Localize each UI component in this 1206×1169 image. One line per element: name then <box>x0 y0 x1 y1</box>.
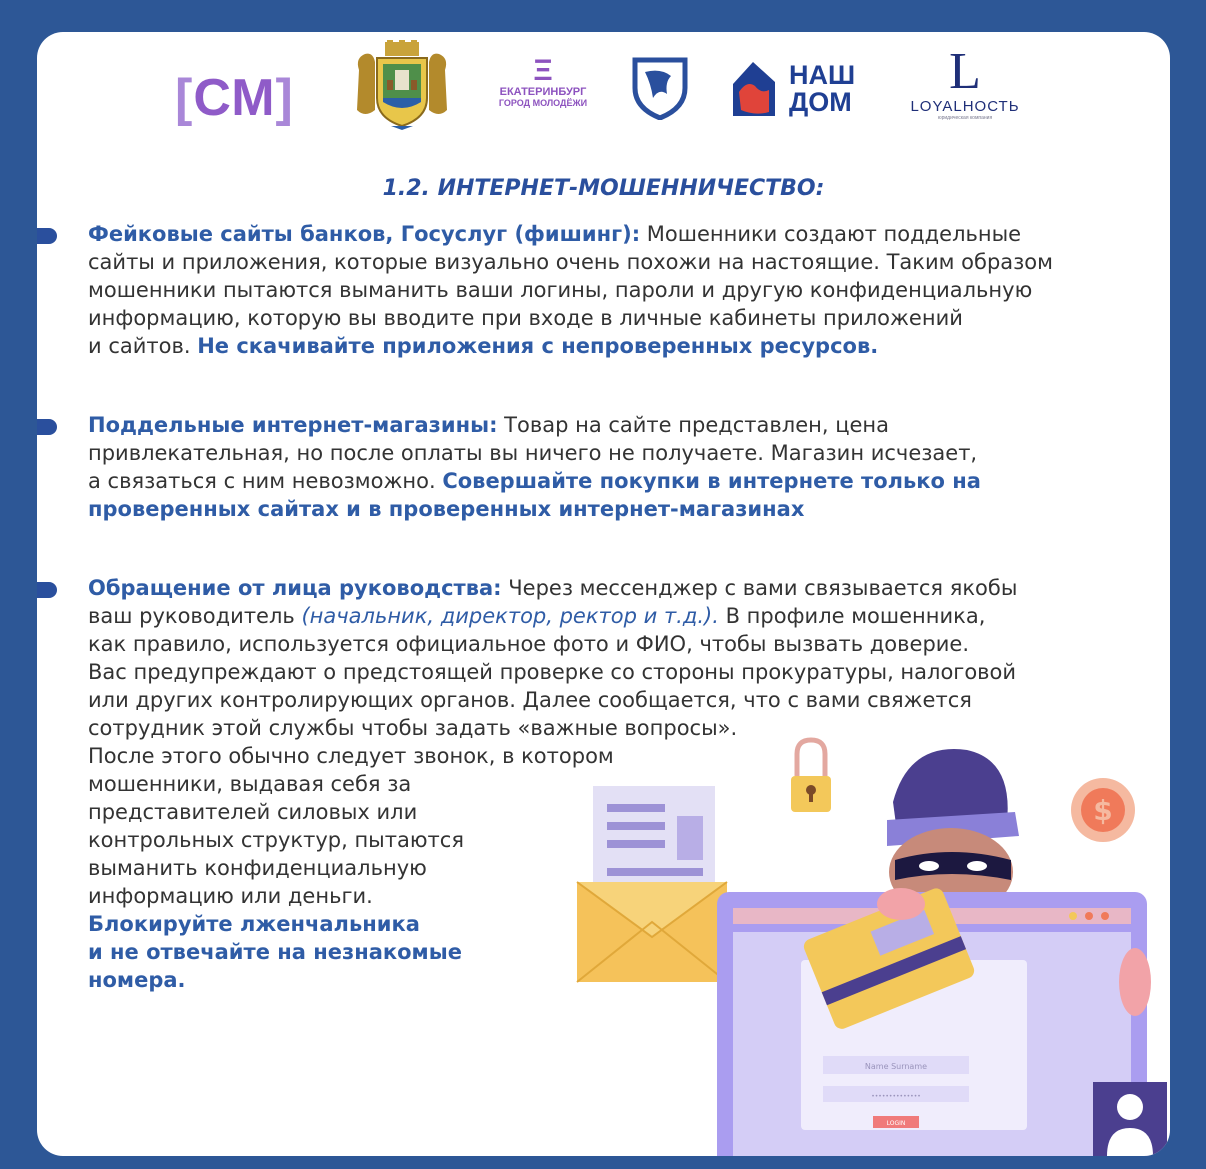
hand-right <box>1119 948 1151 1016</box>
hand-left <box>877 888 925 920</box>
bullet-marker <box>37 419 57 435</box>
svg-text:LOGIN: LOGIN <box>886 1120 906 1127</box>
dollar-coin-icon <box>1071 778 1135 842</box>
bullet-marker <box>37 228 57 244</box>
boss-advice: Блокируйте лженчальника <box>88 912 420 936</box>
house-map-icon <box>729 58 779 118</box>
shield-bird-logo-icon <box>631 54 689 124</box>
padlock-icon <box>791 740 831 812</box>
fraud-illustration <box>537 732 1170 1156</box>
boss-title: Обращение от лица руководства: <box>88 576 502 600</box>
ekaterinburg-youth-logo: Ξ ЕКАТЕРИНБУРГ ГОРОД МОЛОДЁЖИ <box>498 54 588 108</box>
nash-dom-logo: НАШ ДОМ <box>729 58 779 122</box>
boss-impersonation-paragraph: Обращение от лица руководства: Через мессенджер с вами связывается якобы ваш руководитель (начальник, директор, ректор и т.д.). В профиле мошенника, как правило, используется официальное фото и ФИО, чтобы вызвать доверие. Вас предупреждают о предстоящей проверке со стороны прокуратуры, налоговой или других контролирующих органов. Далее сообщается, что с вами свяжется сотрудник этой службы чтобы задать «важные вопросы». После этого обычно следует звонок, в котором мошенники, выдавая себя за представителей силовых или контрольных структур, пытаются выманить конфиденциальную информацию или деньги. Блокируйте лженчальника и не отвечайте на незнакомые номера. <box>88 574 1168 994</box>
fake-shops-title: Поддельные интернет-магазины: <box>88 413 498 437</box>
svg-text:$: $ <box>1093 794 1113 827</box>
cm-logo: [СМ] <box>175 69 294 127</box>
fake-shops-advice: проверенных сайтах и в проверенных интернет-магазинах <box>88 497 805 521</box>
svg-text:Name Surname: Name Surname <box>864 1062 928 1071</box>
loyalnost-logo: L LOYALНОСТЬ юридическая компания <box>910 43 1020 121</box>
user-avatar-icon <box>1093 1082 1167 1156</box>
phishing-advice: Не скачивайте приложения с непроверенных ресурсов. <box>197 334 879 358</box>
ekaterinburg-coat-of-arms-icon <box>351 40 453 134</box>
envelope-icon <box>577 882 727 982</box>
svg-text:••••••••••••••: •••••••••••••• <box>871 1093 921 1100</box>
fake-shops-paragraph: Поддельные интернет-магазины: Товар на сайте представлен, цена привлекательная, но после оплаты вы ничего не получаете. Магазин исчезает, а связаться с ним невозможно. Совершайте покупки в интернете только на проверенных сайтах и в проверенных интернет-магазинах <box>88 411 1168 523</box>
phishing-title: Фейковые сайты банков, Госуслуг (фишинг): <box>88 222 641 246</box>
content-card <box>37 32 1170 1156</box>
phishing-paragraph: Фейковые сайты банков, Госуслуг (фишинг): Мошенники создают поддельные сайты и приложения, которые визуально очень похожи на настоящие. Таким образом мошенники пытаются выманить ваши логины, пароли и другую конфиденциальную информацию, которую вы вводите при входе в личные кабинеты приложений и сайтов. Не скачивайте приложения с непроверенных ресурсов. <box>88 222 1053 358</box>
section-heading: 1.2. ИНТЕРНЕТ-МОШЕННИЧЕСТВО: <box>382 176 825 201</box>
bullet-marker <box>37 582 57 598</box>
logo-bar <box>37 32 1170 182</box>
